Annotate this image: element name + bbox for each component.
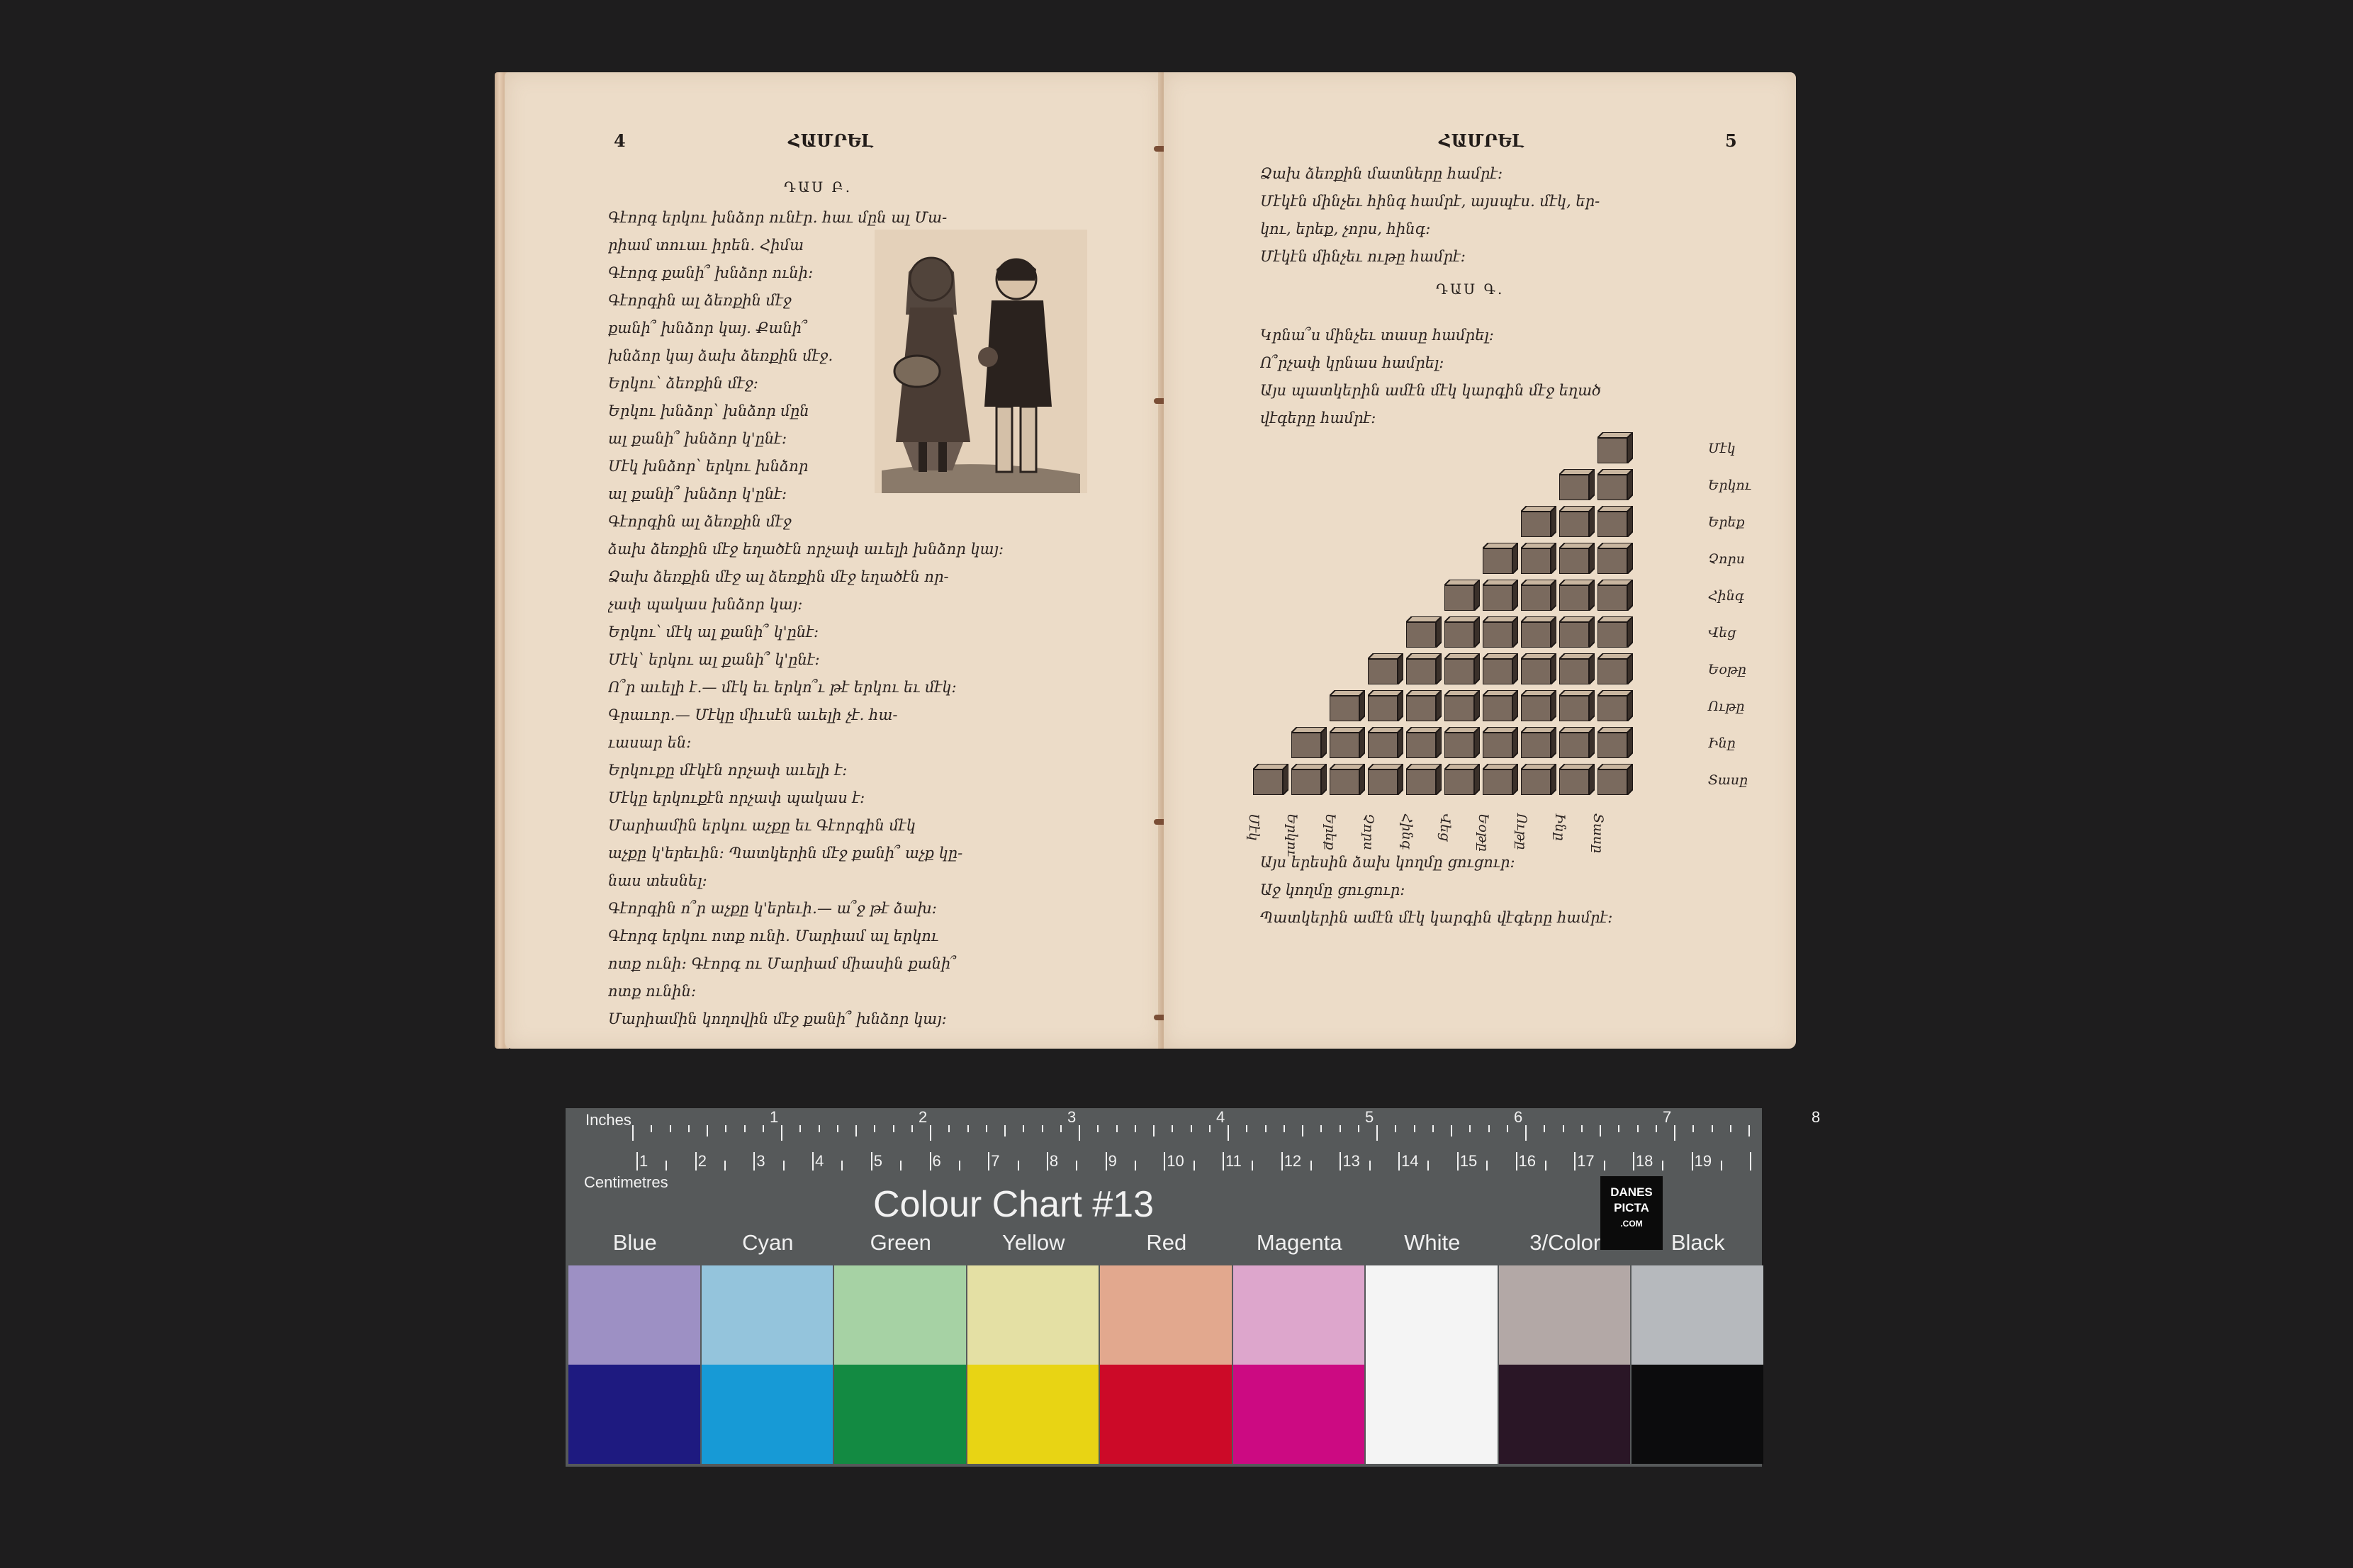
inch-tick	[763, 1125, 764, 1132]
chart-title: Colour Chart #13	[873, 1184, 1154, 1225]
text-line: րիամ տուաւ իրեն․ Հիմա	[608, 237, 804, 254]
text-line: ւասար են։	[608, 734, 692, 751]
counting-cube	[1559, 690, 1595, 721]
cm-tick	[988, 1152, 989, 1171]
cm-tick	[900, 1161, 902, 1171]
inch-tick	[986, 1125, 987, 1132]
counting-cube	[1559, 616, 1595, 648]
inch-tick	[1060, 1125, 1062, 1132]
text-line: ձախ ձեռքին մէջ եղածէն որչափ աւելի խնձոր կայ։	[608, 541, 1004, 558]
column-label: Ինը	[1552, 813, 1568, 841]
counting-cube	[1597, 727, 1633, 758]
counting-cube	[1444, 764, 1480, 795]
cm-number: 1	[639, 1152, 648, 1170]
inch-tick	[1376, 1125, 1378, 1141]
text-line: ոտք ունին։	[608, 983, 697, 1000]
counting-cube	[1291, 727, 1327, 758]
open-book	[495, 72, 1796, 1049]
inch-tick	[1618, 1125, 1619, 1132]
inch-number: 1	[770, 1108, 779, 1126]
inch-tick	[1507, 1125, 1508, 1132]
inch-tick	[837, 1125, 838, 1132]
inch-tick	[1748, 1125, 1750, 1136]
swatch-light	[1100, 1265, 1232, 1365]
row-label: Վեց	[1708, 625, 1736, 641]
inch-tick	[1432, 1125, 1434, 1132]
cm-number: 5	[873, 1152, 883, 1170]
cm-tick	[812, 1152, 814, 1171]
text-line: ոտք ունի։ Գէորգ ու Մարիամ միասին քանի՞	[608, 955, 957, 972]
row-label: Երկու	[1708, 478, 1751, 493]
cm-tick	[1427, 1161, 1429, 1171]
cm-tick	[1398, 1152, 1400, 1171]
counting-cube	[1597, 616, 1633, 648]
counting-cube	[1597, 543, 1633, 574]
counting-cube	[1330, 764, 1365, 795]
inch-tick	[651, 1125, 652, 1132]
row-label: Մէկ	[1708, 441, 1736, 456]
column-label: Տասը	[1590, 813, 1606, 854]
inch-tick	[1191, 1125, 1192, 1132]
text-line: Մէկը երկուքէն որչափ պակաս է։	[608, 789, 865, 806]
cm-tick	[1106, 1152, 1107, 1171]
lesson-text	[608, 536, 1118, 1033]
counting-cube	[1521, 764, 1556, 795]
inch-tick	[1097, 1125, 1099, 1132]
cm-tick	[783, 1161, 785, 1171]
cm-tick	[724, 1161, 726, 1171]
cm-tick	[1223, 1152, 1224, 1171]
inch-tick	[744, 1125, 746, 1132]
counting-cube	[1330, 690, 1365, 721]
left-page	[505, 72, 1162, 1049]
swatch-dark	[1632, 1365, 1763, 1464]
inch-tick	[819, 1125, 820, 1132]
swatch-dark	[1233, 1365, 1365, 1464]
inch-tick	[1563, 1125, 1564, 1132]
counting-cube	[1368, 727, 1403, 758]
swatch-dark	[568, 1365, 700, 1464]
swatch-label: Yellow	[1002, 1230, 1065, 1255]
counting-cube	[1597, 469, 1633, 500]
cm-tick	[1047, 1152, 1048, 1171]
text-line: Գէորգին ո՞ր աչքը կ'երեւի․— ա՞ջ թէ ձախ։	[608, 900, 937, 917]
inch-tick	[930, 1125, 931, 1141]
inch-number: 5	[1365, 1108, 1374, 1126]
swatch-label: White	[1404, 1230, 1461, 1255]
counting-cube	[1521, 616, 1556, 648]
inch-number: 7	[1663, 1108, 1672, 1126]
counting-cube	[1597, 764, 1633, 795]
cm-number: 2	[697, 1152, 707, 1170]
inch-tick	[670, 1125, 671, 1132]
text-line: նաս տեսնել։	[608, 872, 707, 889]
swatch-light	[568, 1265, 700, 1365]
counting-cube	[1597, 506, 1633, 537]
cm-tick	[1194, 1161, 1195, 1171]
counting-cube	[1368, 764, 1403, 795]
counting-cube	[1483, 653, 1518, 684]
row-label: Երեք	[1708, 514, 1745, 530]
counting-cube	[1559, 727, 1595, 758]
counting-cube	[1368, 653, 1403, 684]
inch-number: 2	[919, 1108, 928, 1126]
swatch-light	[834, 1265, 966, 1365]
cm-number: 7	[991, 1152, 1000, 1170]
counting-cube	[1521, 580, 1556, 611]
inch-number: 8	[1812, 1108, 1821, 1126]
inch-number: 3	[1067, 1108, 1077, 1126]
text-line: Գէորգ երկու ոտք ունի․ Մարիամ ալ երկու	[608, 927, 939, 944]
cm-number: 18	[1635, 1152, 1653, 1170]
cm-tick	[1252, 1161, 1253, 1171]
cm-number: 3	[756, 1152, 765, 1170]
counting-cube	[1597, 690, 1633, 721]
inch-tick	[1153, 1125, 1155, 1136]
swatch-label: Magenta	[1256, 1230, 1342, 1255]
intro-text	[1260, 160, 1756, 271]
cm-tick	[930, 1152, 931, 1171]
running-head: ՀԱՄՐԵԼ	[1439, 130, 1524, 151]
inch-tick	[1135, 1125, 1136, 1132]
cm-number: 17	[1577, 1152, 1595, 1170]
text-line: Ո՞ր աւելի է․— մէկ եւ երկո՞ւ թէ երկու եւ մէկ։	[608, 679, 957, 696]
cm-number: 16	[1518, 1152, 1536, 1170]
counting-cube	[1444, 690, 1480, 721]
swatch-light	[1632, 1265, 1763, 1365]
cm-tick	[1076, 1161, 1077, 1171]
column-label: Ութը	[1514, 813, 1529, 850]
cm-tick	[1750, 1152, 1751, 1171]
counting-cube	[1597, 580, 1633, 611]
counting-cube	[1253, 764, 1288, 795]
lesson-text-wrapped	[608, 204, 1048, 536]
cm-tick	[1516, 1152, 1517, 1171]
counting-cube	[1521, 653, 1556, 684]
swatch-dark	[702, 1365, 833, 1464]
text-line: Գէորգ երկու խնձոր ունէր․ հաւ մըն ալ Մա-	[608, 209, 948, 226]
inch-tick	[725, 1125, 726, 1132]
text-line: Պատկերին ամէն մէկ կարգին վէգերը համրէ։	[1260, 909, 1613, 926]
inch-tick	[1228, 1125, 1229, 1141]
swatch-light	[702, 1265, 833, 1365]
column-label: Երեք	[1322, 813, 1338, 850]
cm-tick	[1574, 1152, 1576, 1171]
cm-tick	[1633, 1152, 1634, 1171]
danes-picta-logo: DANES PICTA .COM	[1600, 1176, 1663, 1250]
cm-tick	[1310, 1161, 1312, 1171]
cm-number: 11	[1225, 1152, 1242, 1170]
text-line: Մէկէն մինչեւ ութը համրէ։	[1260, 248, 1466, 265]
counting-cube	[1444, 616, 1480, 648]
text-line: ալ քանի՞ խնձոր կ'ընէ։	[608, 485, 787, 502]
inch-tick	[1116, 1125, 1118, 1132]
text-line: Այս պատկերին ամէն մէկ կարգին մէջ եղած	[1260, 382, 1602, 399]
inches-label: Inches	[585, 1111, 631, 1129]
counting-cube	[1406, 690, 1442, 721]
column-label: Եօթը	[1476, 813, 1491, 852]
inch-tick	[1637, 1125, 1639, 1132]
inch-tick	[1023, 1125, 1024, 1132]
column-label: Երկու	[1284, 813, 1300, 857]
cm-number: 15	[1459, 1152, 1478, 1170]
cm-tick	[1457, 1152, 1459, 1171]
inch-tick	[1730, 1125, 1731, 1132]
counting-cube	[1559, 653, 1595, 684]
text-line: վէգերը համրէ։	[1260, 410, 1376, 427]
text-line: Ո՞րչափ կրնաս համրել։	[1260, 354, 1444, 371]
cm-tick	[695, 1152, 697, 1171]
inch-tick	[799, 1125, 801, 1132]
cm-number: 12	[1284, 1152, 1302, 1170]
text-line: Երկու խնձոր՝ խնձոր մըն	[608, 402, 809, 419]
counting-cube	[1406, 653, 1442, 684]
swatch-light	[1366, 1265, 1498, 1365]
text-line: Երկուքը մէկէն որչափ աւելի է։	[608, 762, 848, 779]
inch-tick	[1265, 1125, 1267, 1132]
row-label: Տասը	[1708, 772, 1748, 788]
inch-tick	[781, 1125, 782, 1141]
counting-cube	[1483, 543, 1518, 574]
text-line: Մարիամին կողովին մէջ քանի՞ խնձոր կայ։	[608, 1010, 947, 1027]
inch-tick	[874, 1125, 875, 1132]
swatch-dark	[1366, 1365, 1498, 1464]
cm-tick	[636, 1152, 638, 1171]
text-line: Մարիամին երկու աչքը եւ Գէորգին մէկ	[608, 817, 916, 834]
inch-tick	[688, 1125, 690, 1132]
counting-cube	[1368, 690, 1403, 721]
text-line: ալ քանի՞ խնձոր կ'ընէ։	[608, 430, 787, 447]
text-line: Ձախ ձեռքին մէջ ալ ձեռքին մէջ եղածէն որ-	[608, 568, 949, 585]
cm-tick	[753, 1152, 755, 1171]
swatch-light	[1499, 1265, 1631, 1365]
counting-cube	[1521, 506, 1556, 537]
inch-tick	[1656, 1125, 1657, 1132]
counting-cube	[1483, 690, 1518, 721]
cm-tick	[1135, 1161, 1136, 1171]
cm-tick	[1662, 1161, 1663, 1171]
inch-tick	[1172, 1125, 1173, 1132]
running-head: ՀԱՄՐԵԼ	[788, 130, 874, 151]
cm-number: 4	[815, 1152, 824, 1170]
inch-tick	[632, 1125, 634, 1141]
counting-cube	[1483, 580, 1518, 611]
inch-tick	[1209, 1125, 1211, 1132]
inch-tick	[893, 1125, 894, 1132]
swatch-dark	[1499, 1365, 1631, 1464]
inch-tick	[1340, 1125, 1341, 1132]
counting-cube	[1483, 616, 1518, 648]
cm-number: 6	[932, 1152, 941, 1170]
inch-tick	[1674, 1125, 1675, 1141]
swatch-light	[967, 1265, 1099, 1365]
swatch-dark	[967, 1365, 1099, 1464]
counting-cube	[1597, 432, 1633, 463]
cm-tick	[959, 1161, 960, 1171]
counting-cube	[1406, 727, 1442, 758]
inch-tick	[911, 1125, 913, 1132]
counting-cube	[1330, 727, 1365, 758]
centimetres-label: Centimetres	[584, 1173, 668, 1191]
text-line: Գէորգ քանի՞ խնձոր ունի։	[608, 264, 814, 281]
counting-cube	[1521, 690, 1556, 721]
cm-tick	[1721, 1161, 1722, 1171]
cm-number: 10	[1167, 1152, 1184, 1170]
page-number: 4	[614, 130, 626, 151]
counting-cube	[1597, 653, 1633, 684]
row-label: Ութը	[1708, 699, 1745, 714]
inch-tick	[1079, 1125, 1080, 1141]
inch-tick	[1488, 1125, 1490, 1132]
counting-cube	[1483, 727, 1518, 758]
inch-tick	[967, 1125, 969, 1132]
cm-tick	[1164, 1152, 1165, 1171]
counting-cube	[1444, 580, 1480, 611]
text-line: Գրաւոր․— Մէկը միւսէն աւելի չէ․ հա-	[608, 706, 898, 723]
swatch-dark	[834, 1365, 966, 1464]
inch-tick	[1414, 1125, 1415, 1132]
cm-tick	[1340, 1152, 1341, 1171]
swatch-label: Cyan	[742, 1230, 794, 1255]
right-page	[1164, 72, 1796, 1049]
inch-tick	[1712, 1125, 1713, 1132]
inch-tick	[1246, 1125, 1247, 1132]
text-line: Մէկէն մինչեւ հինգ համրէ, այսպէս․ մէկ, եր-	[1260, 193, 1600, 210]
inch-tick	[1302, 1125, 1303, 1136]
column-label: Հինգ	[1399, 813, 1415, 850]
counting-cube	[1406, 616, 1442, 648]
counting-cube	[1559, 764, 1595, 795]
lesson-text	[1260, 322, 1756, 432]
inch-tick	[1525, 1125, 1527, 1141]
column-label: Չորս	[1361, 813, 1376, 850]
inch-tick	[948, 1125, 950, 1132]
text-line: Այս երեսին ձախ կողմը ցուցուր։	[1260, 854, 1515, 871]
counting-cube	[1483, 764, 1518, 795]
counting-cube	[1521, 727, 1556, 758]
text-line: Կրնա՞ս մինչեւ տասը համրել։	[1260, 327, 1494, 344]
text-line: Ձախ ձեռքին մատները համրէ։	[1260, 165, 1503, 182]
counting-cube	[1444, 727, 1480, 758]
row-label: Ինը	[1708, 735, 1736, 751]
row-label: Հինգ	[1708, 588, 1745, 604]
cm-tick	[1369, 1161, 1371, 1171]
inch-tick	[1544, 1125, 1545, 1132]
cm-tick	[666, 1161, 667, 1171]
text-line: Գէորգին ալ ձեռքին մէջ	[608, 513, 792, 530]
cm-tick	[841, 1161, 843, 1171]
swatch-label: Red	[1146, 1230, 1187, 1255]
inch-tick	[1284, 1125, 1285, 1132]
cm-number: 8	[1049, 1152, 1059, 1170]
cm-tick	[1692, 1152, 1693, 1171]
lesson-title: ԴԱՍ Բ.	[784, 179, 853, 196]
text-line: խնձոր կայ ձախ ձեռքին մէջ․	[608, 347, 833, 364]
swatch-light	[1233, 1265, 1365, 1365]
inch-tick	[1320, 1125, 1322, 1132]
inch-tick	[707, 1125, 708, 1136]
inch-tick	[1395, 1125, 1396, 1132]
swatch-label: Green	[870, 1230, 931, 1255]
row-label: Չորս	[1708, 551, 1745, 567]
text-line: քանի՞ խնձոր կայ․ Քանի՞	[608, 320, 808, 337]
cm-number: 13	[1342, 1152, 1360, 1170]
row-label: Եօթը	[1708, 662, 1746, 677]
swatch-dark	[1100, 1365, 1232, 1464]
inch-tick	[1692, 1125, 1694, 1132]
text-line: Մէկ խնձոր՝ երկու խնձոր	[608, 458, 809, 475]
swatch-label: 3/Color	[1529, 1230, 1601, 1255]
cm-tick	[1604, 1161, 1605, 1171]
counting-cube	[1559, 469, 1595, 500]
column-label: Մէկ	[1246, 813, 1262, 841]
page-number: 5	[1725, 130, 1737, 151]
counting-cube	[1559, 506, 1595, 537]
cm-tick	[871, 1152, 872, 1171]
cm-tick	[1018, 1161, 1019, 1171]
text-line: Աջ կողմը ցուցուր։	[1260, 881, 1405, 898]
inch-tick	[1581, 1125, 1583, 1132]
counting-cube	[1406, 764, 1442, 795]
swatch-label: Black	[1670, 1230, 1725, 1255]
inch-tick	[1042, 1125, 1043, 1132]
swatch-label: Blue	[612, 1230, 657, 1255]
inch-tick	[1469, 1125, 1471, 1132]
lesson-title: ԴԱՍ Գ.	[1436, 281, 1505, 298]
inch-tick	[1600, 1125, 1601, 1136]
counting-cube	[1291, 764, 1327, 795]
text-line: Գէորգին ալ ձեռքին մէջ	[608, 292, 792, 309]
text-line: Երկու՝ ձեռքին մէջ։	[608, 375, 758, 392]
text-line: չափ պակաս խնձոր կայ։	[608, 596, 803, 613]
text-line: Մէկ՝ երկու ալ քանի՞ կ'ընէ։	[608, 651, 820, 668]
counting-cube	[1521, 543, 1556, 574]
text-line: կու, երեք, չորս, հինգ։	[1260, 220, 1431, 237]
inch-tick	[855, 1125, 857, 1136]
inch-tick	[1004, 1125, 1006, 1136]
counting-cube	[1444, 653, 1480, 684]
inch-tick	[1358, 1125, 1359, 1132]
text-line: աչքը կ'երեւին։ Պատկերին մէջ քանի՞ աչք կը-	[608, 845, 963, 862]
inch-number: 4	[1216, 1108, 1225, 1126]
counting-cube	[1559, 543, 1595, 574]
cm-tick	[1486, 1161, 1488, 1171]
cm-tick	[1545, 1161, 1546, 1171]
inch-tick	[1451, 1125, 1452, 1136]
text-line: Երկու՝ մէկ ալ քանի՞ կ'ընէ։	[608, 624, 819, 641]
cm-number: 9	[1108, 1152, 1117, 1170]
cm-number: 14	[1401, 1152, 1419, 1170]
cm-tick	[1281, 1152, 1283, 1171]
footer-text	[1260, 849, 1756, 932]
cm-number: 19	[1694, 1152, 1712, 1170]
column-label: Վեց	[1437, 813, 1453, 842]
inch-number: 6	[1514, 1108, 1523, 1126]
counting-cube	[1559, 580, 1595, 611]
